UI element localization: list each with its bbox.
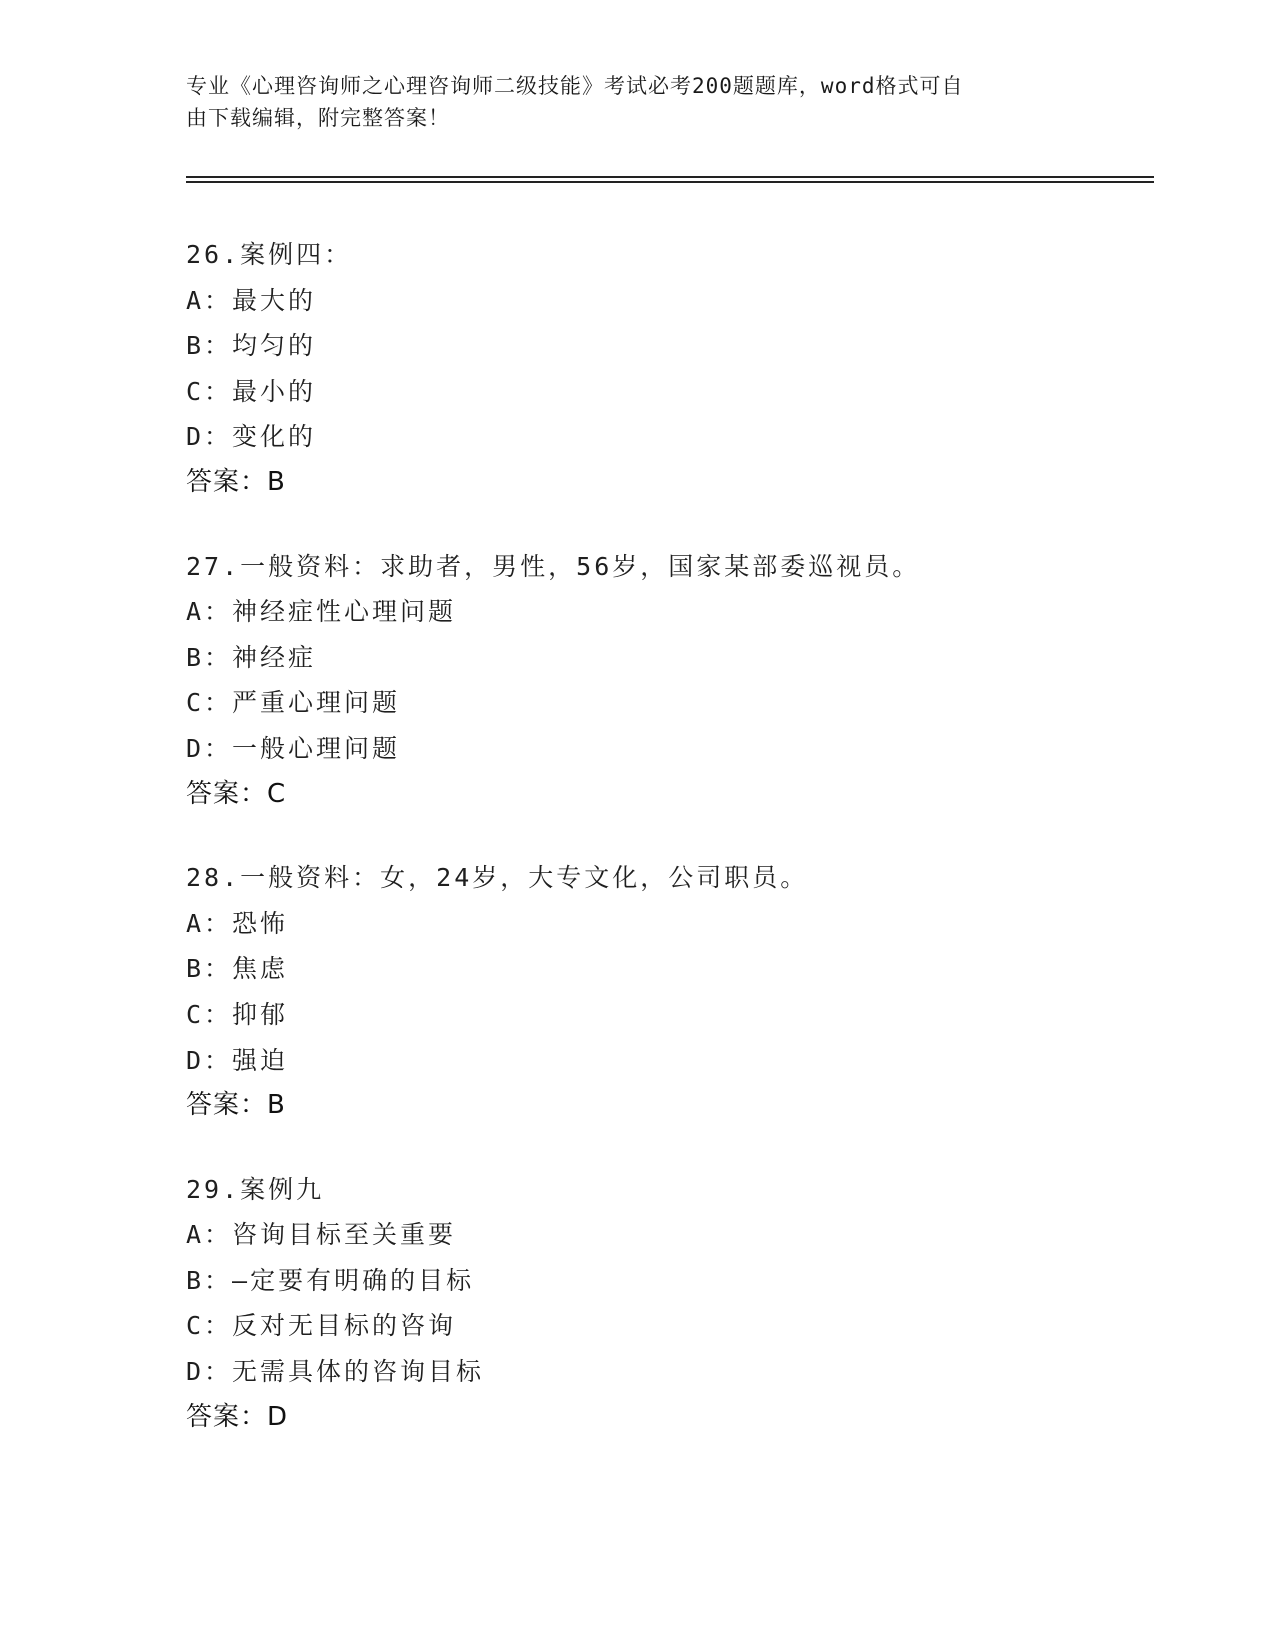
question-title: 27.一般资料：求助者，男性，56岁，国家某部委巡视员。 <box>186 551 921 581</box>
option-a: A：咨询目标至关重要 <box>186 1220 457 1250</box>
question-title: 26.案例四： <box>186 240 353 269</box>
option-a: A：最大的 <box>186 285 317 315</box>
option-d: D：无需具体的咨询目标 <box>186 1357 485 1387</box>
question-title: 28.一般资料：女，24岁，大专文化，公司职员。 <box>186 863 809 893</box>
question-title: 29.案例九 <box>186 1174 325 1204</box>
document-header <box>186 70 1066 134</box>
option-d: D：强迫 <box>186 1045 289 1075</box>
option-c: C：严重心理问题 <box>186 688 401 718</box>
question-28 <box>186 855 1146 1129</box>
answer-text: 答案：C <box>186 778 287 809</box>
option-c: C：反对无目标的咨询 <box>186 1311 457 1341</box>
option-d: D：变化的 <box>186 422 317 452</box>
option-b: B：均匀的 <box>186 331 317 361</box>
option-a: A：神经症性心理问题 <box>186 597 457 627</box>
answer-text: 答案：B <box>186 1090 286 1121</box>
header-line-1: 专业《心理咨询师之心理咨询师二级技能》考试必考200题题库，word格式可自 <box>186 74 964 98</box>
option-b: B：—定要有明确的目标 <box>186 1265 475 1295</box>
option-d: D：一般心理问题 <box>186 733 401 763</box>
option-a: A：恐怖 <box>186 908 289 938</box>
option-b: B：焦虑 <box>186 954 289 984</box>
question-29 <box>186 1167 1146 1441</box>
option-b: B：神经症 <box>186 642 317 672</box>
header-divider-bottom <box>186 181 1154 183</box>
option-c: C：最小的 <box>186 376 317 406</box>
header-line-2: 由下载编辑，附完整答案！ <box>186 106 450 130</box>
answer-text: 答案：D <box>186 1401 289 1432</box>
question-26 <box>186 232 1146 506</box>
question-list <box>186 232 1146 1478</box>
option-c: C：抑郁 <box>186 999 289 1029</box>
question-27 <box>186 544 1146 818</box>
header-divider-top <box>186 176 1154 178</box>
answer-text: 答案：B <box>186 466 286 497</box>
